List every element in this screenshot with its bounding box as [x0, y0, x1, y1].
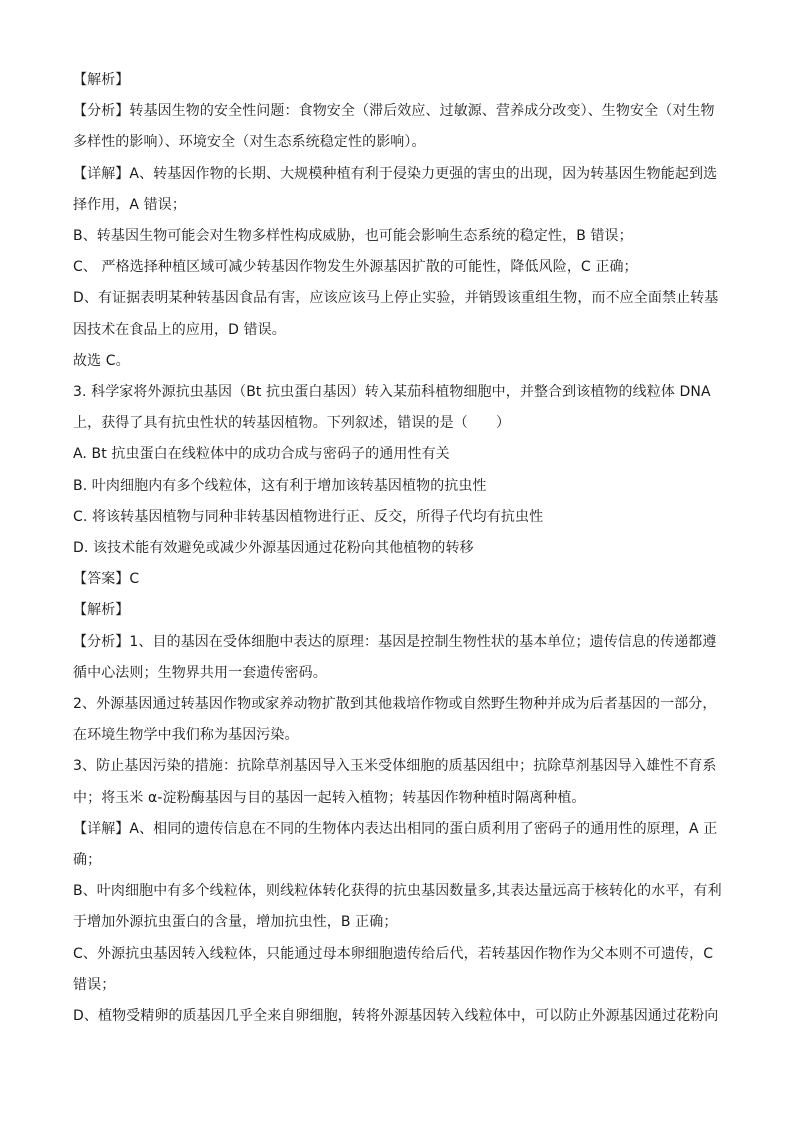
- paragraph-line: 错误；: [73, 976, 116, 993]
- paragraph-line: 确；: [73, 852, 102, 869]
- paragraph-line: 中；将玉米 α-淀粉酶基因与目的基因一起转入植物；转基因作物种植时隔离种植。: [73, 789, 586, 806]
- paragraph-line: D、植物受精卵的质基因几乎全来自卵细胞，转将外源基因转入线粒体中，可以防止外源基因通过花粉向: [73, 1008, 719, 1025]
- paragraph-line: 2、外源基因通过转基因作物或家养动物扩散到其他栽培作物或自然野生物种并成为后者基因的一部分，: [73, 696, 717, 713]
- option-b: B. 叶肉细胞内有多个线粒体，这有利于增加该转基因植物的抗虫性: [73, 477, 487, 494]
- paragraph-line: C、 严格选择种植区域可减少转基因作物发生外源基因扩散的可能性，降低风险，C 正确；: [73, 259, 638, 276]
- paragraph-line: 因技术在食品上的应用，D 错误。: [73, 321, 286, 338]
- paragraph-line: 在环境生物学中我们称为基因污染。: [73, 727, 299, 744]
- paragraph-line: 【详解】A、相同的遗传信息在不同的生物体内表达出相同的蛋白质利用了密码子的通用性的原理，A 正: [73, 820, 718, 837]
- section-heading-analysis: 【解析】: [73, 72, 130, 88]
- paragraph-line: 多样性的影响）、环境安全（对生态系统稳定性的影响）。: [73, 134, 426, 151]
- paragraph-line: 【分析】转基因生物的安全性问题：食物安全（滞后效应、过敏源、营养成分改变）、生物安全（对生物: [73, 103, 715, 120]
- option-a: A. Bt 抗虫蛋白在线粒体中的成功合成与密码子的通用性有关: [73, 446, 450, 463]
- question-stem: 上，获得了具有抗虫性状的转基因植物。下列叙述，错误的是（ ）: [73, 415, 511, 432]
- paragraph-line: D、有证据表明某种转基因食品有害，应该应该马上停止实验，并销毁该重组生物，而不应全面禁止转基: [73, 290, 719, 307]
- paragraph-line: 【分析】1、目的基因在受体细胞中表达的原理：基因是控制生物性状的基本单位；遗传信息的传递都遵: [73, 633, 717, 650]
- paragraph-line: 于增加外源抗虫蛋白的含量，增加抗虫性，B 正确；: [73, 914, 398, 931]
- paragraph-line: 择作用，A 错误；: [73, 196, 186, 213]
- paragraph-line: C、外源抗虫基因转入线粒体，只能通过母本卵细胞遗传给后代，若转基因作物作为父本则不可遗传，C: [73, 945, 714, 962]
- option-c: C. 将该转基因植物与同种非转基因植物进行正、反交，所得子代均有抗虫性: [73, 508, 544, 525]
- option-d: D. 该技术能有效避免或减少外源基因通过花粉向其他植物的转移: [73, 540, 474, 557]
- answer-line: 【答案】C: [73, 571, 140, 588]
- conclusion-line: 故选 C。: [73, 352, 130, 369]
- question-stem: 3. 科学家将外源抗虫基因（Bt 抗虫蛋白基因）转入某茄科植物细胞中，并整合到该植物的线粒体 DNA: [73, 384, 711, 401]
- paragraph-line: 循中心法则；生物界共用一套遗传密码。: [73, 664, 327, 681]
- paragraph-line: B、叶肉细胞中有多个线粒体，则线粒体转化获得的抗虫基因数量多,其表达量远高于核转化的水平，有利: [73, 883, 722, 900]
- document-body: [73, 65, 723, 1032]
- paragraph-line: 3、防止基因污染的措施：抗除草剂基因导入玉米受体细胞的质基因组中；抗除草剂基因导入雄性不育系: [73, 758, 717, 775]
- paragraph-line: 【详解】A、转基因作物的长期、大规模种植有利于侵染力更强的害虫的出现，因为转基因生物能起到选: [73, 165, 718, 182]
- paragraph-line: B、转基因生物可能会对生物多样性构成威胁，也可能会影响生态系统的稳定性，B 错误；: [73, 228, 633, 245]
- section-heading-analysis: 【解析】: [73, 602, 130, 619]
